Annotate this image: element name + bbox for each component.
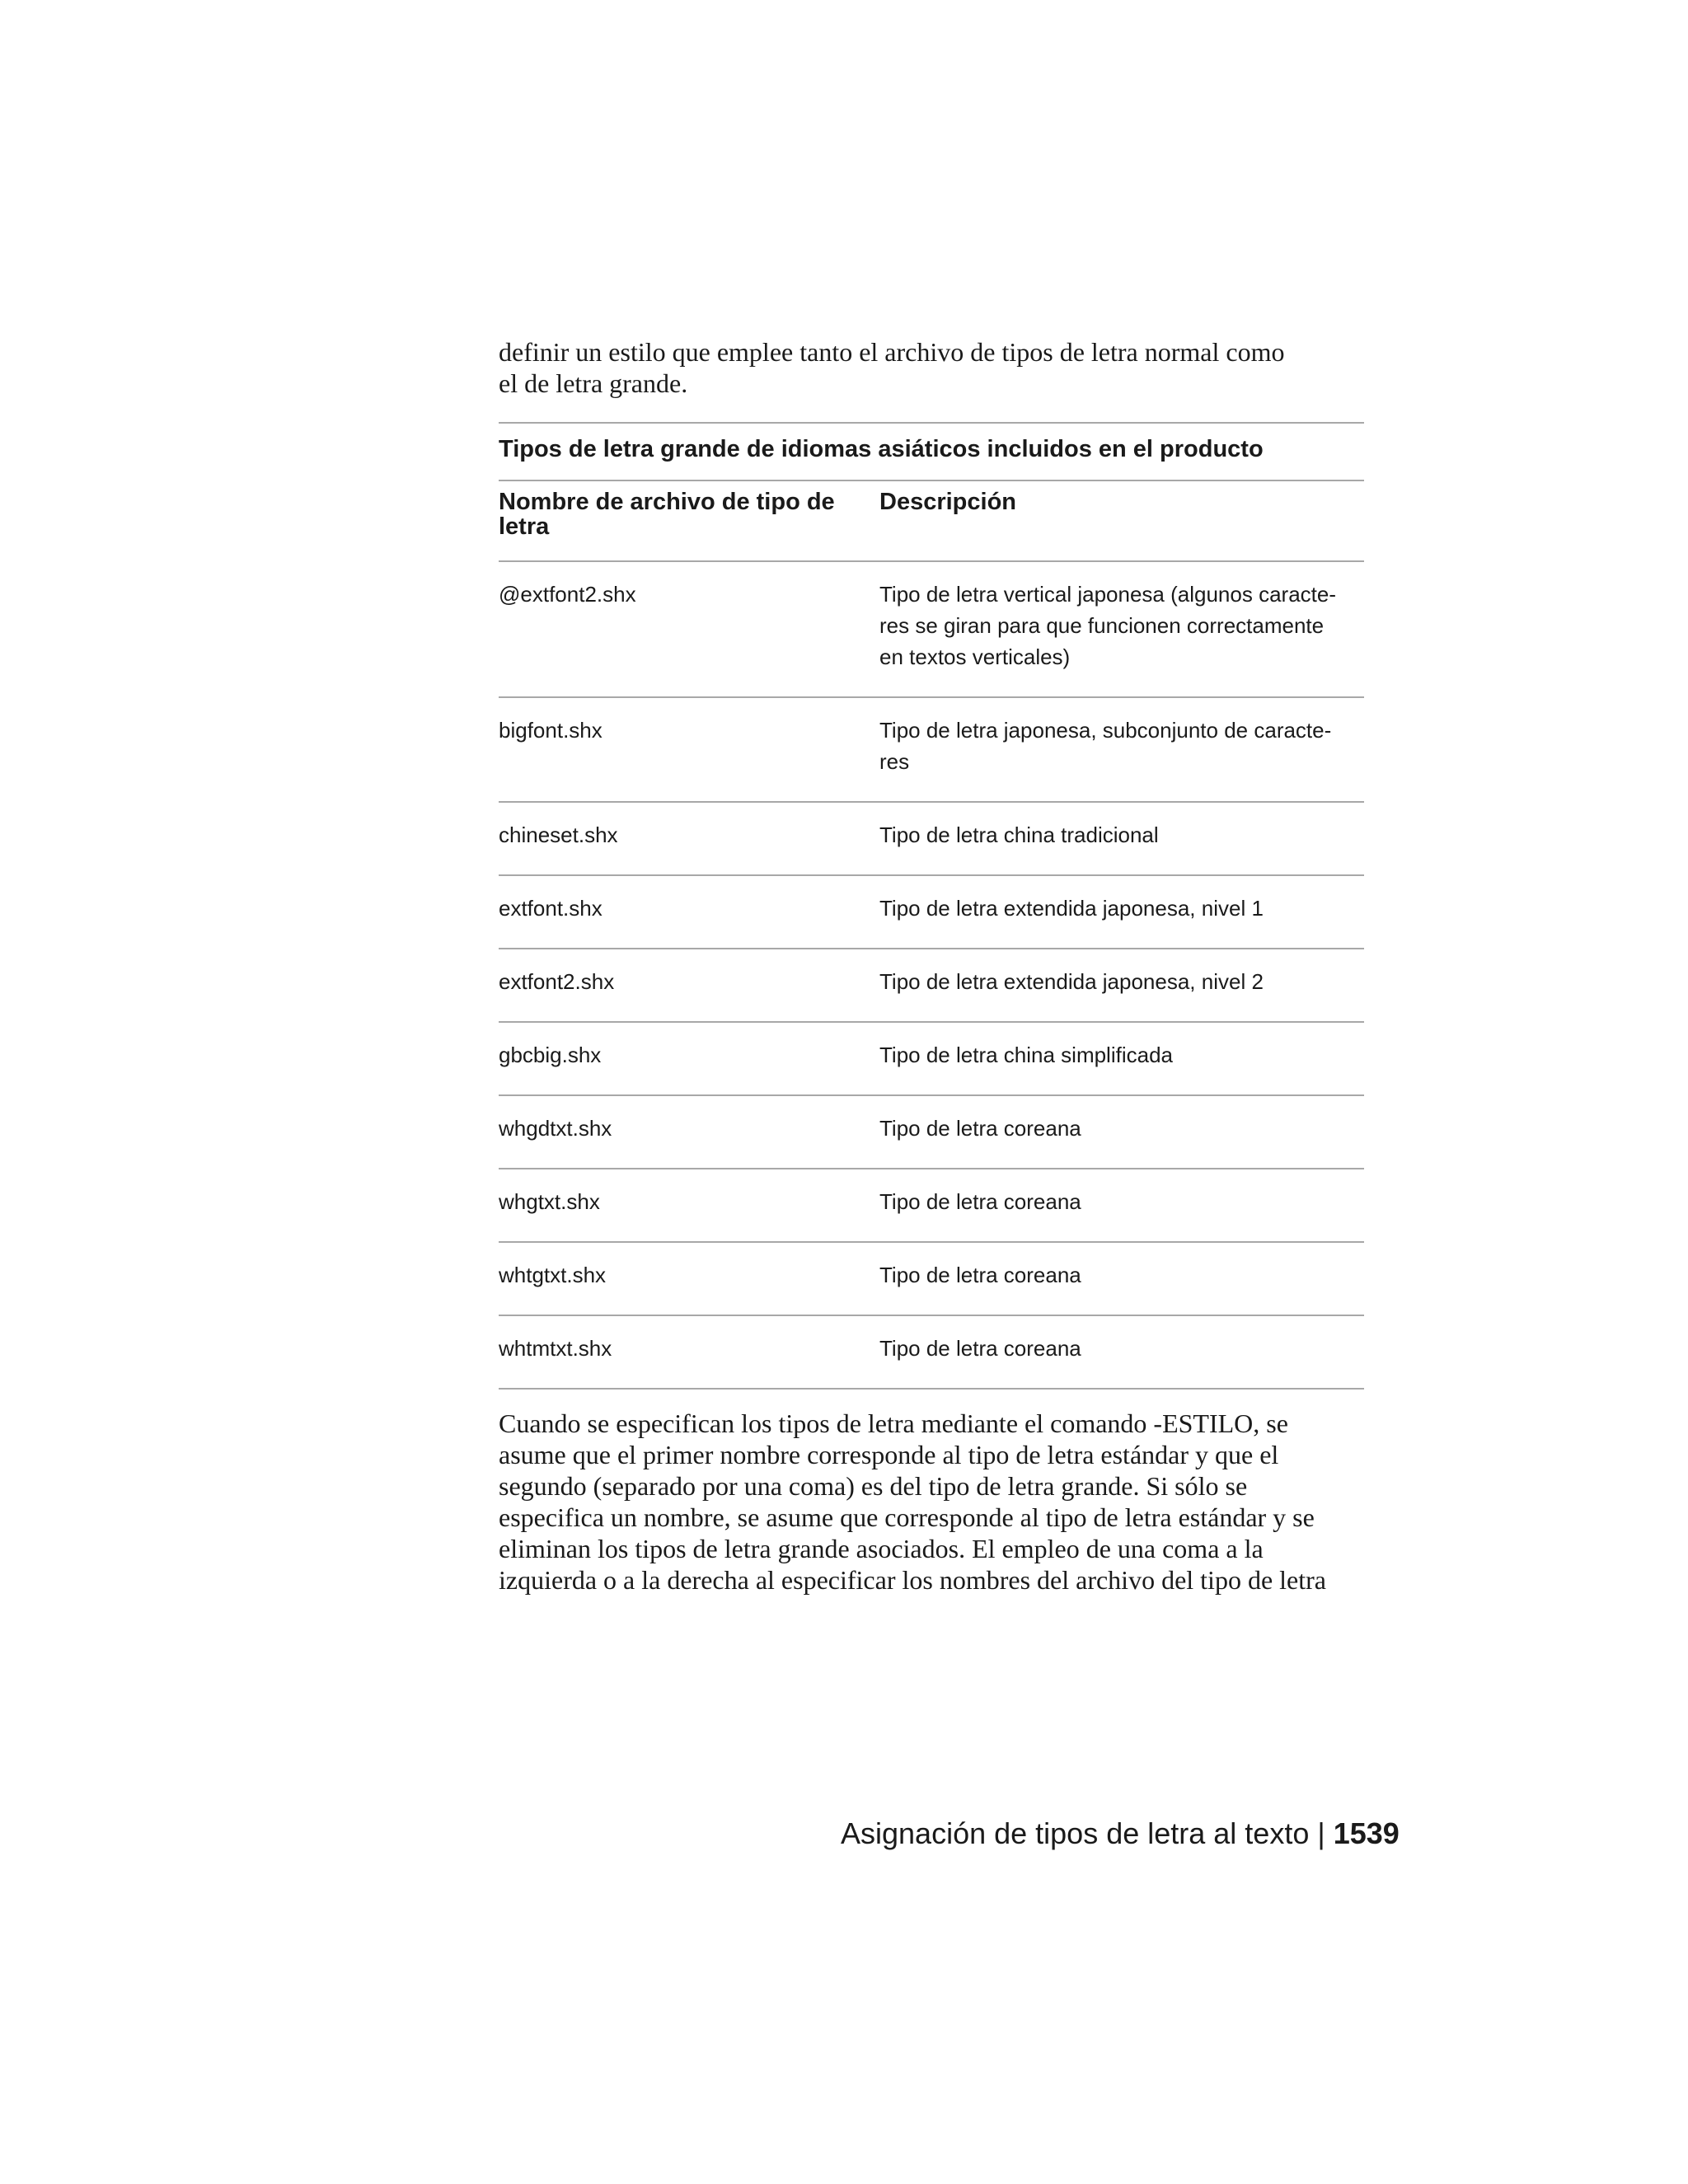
page-number: 1539 bbox=[1333, 1816, 1400, 1850]
description-line: Tipo de letra extendida japonesa, nivel 1 bbox=[879, 896, 1264, 921]
table-row bbox=[499, 803, 1364, 874]
table-row bbox=[499, 1243, 1364, 1315]
cell-description bbox=[879, 579, 1364, 673]
footer-section-title: Asignación de tipos de letra al texto bbox=[841, 1816, 1310, 1850]
cell-font-file: bigfont.shx bbox=[499, 718, 603, 743]
description-line: Tipo de letra coreana bbox=[879, 1189, 1081, 1214]
table-title: Tipos de letra grande de idiomas asiáticos incluidos en el producto bbox=[499, 436, 1264, 462]
cell-description bbox=[879, 715, 1364, 777]
table-row bbox=[499, 1169, 1364, 1241]
table-rule bbox=[499, 1388, 1364, 1390]
description-line: Tipo de letra extendida japonesa, nivel 2 bbox=[879, 969, 1264, 994]
description-line: res bbox=[879, 749, 910, 774]
body-line: especifica un nombre, se asume que corresponde al tipo de letra estándar y se bbox=[499, 1502, 1315, 1532]
table-row bbox=[499, 949, 1364, 1021]
cell-description bbox=[879, 819, 1364, 851]
body-line: segundo (separado por una coma) es del tipo de letra grande. Si sólo se bbox=[499, 1471, 1248, 1501]
description-line: Tipo de letra china simplificada bbox=[879, 1043, 1173, 1067]
body-line: izquierda o a la derecha al especificar los nombres del archivo del tipo de letra bbox=[499, 1565, 1326, 1595]
cell-font-file: whtmtxt.shx bbox=[499, 1336, 612, 1361]
page-content bbox=[499, 336, 1374, 1596]
cell-font-file: @extfont2.shx bbox=[499, 582, 636, 607]
intro-line: el de letra grande. bbox=[499, 368, 688, 398]
cell-description bbox=[879, 1113, 1364, 1144]
description-line: Tipo de letra china tradicional bbox=[879, 823, 1159, 847]
table-header-row bbox=[499, 481, 1364, 560]
body-line: Cuando se especifican los tipos de letra mediante el comando -ESTILO, se bbox=[499, 1408, 1288, 1438]
cell-font-file: extfont2.shx bbox=[499, 969, 615, 994]
cell-description bbox=[879, 1186, 1364, 1217]
description-line: Tipo de letra japonesa, subconjunto de caracte- bbox=[879, 718, 1332, 743]
intro-line: definir un estilo que emplee tanto el archivo de tipos de letra normal como bbox=[499, 337, 1285, 367]
cell-font-file: whtgtxt.shx bbox=[499, 1263, 607, 1287]
table-row bbox=[499, 876, 1364, 948]
cell-font-file: gbcbig.shx bbox=[499, 1043, 602, 1067]
footer-separator: | bbox=[1317, 1816, 1325, 1850]
fonts-table bbox=[499, 422, 1364, 1390]
header-description: Descripción bbox=[879, 489, 1016, 515]
description-line: Tipo de letra coreana bbox=[879, 1116, 1081, 1141]
description-line: Tipo de letra coreana bbox=[879, 1336, 1081, 1361]
cell-description bbox=[879, 966, 1364, 997]
page-footer bbox=[841, 1816, 1400, 1852]
body-paragraph bbox=[499, 1408, 1374, 1596]
cell-description bbox=[879, 1333, 1364, 1364]
description-line: en textos verticales) bbox=[879, 644, 1071, 669]
cell-description bbox=[879, 893, 1364, 924]
cell-font-file: chineset.shx bbox=[499, 823, 618, 847]
intro-paragraph bbox=[499, 336, 1374, 399]
body-line: eliminan los tipos de letra grande asociados. El empleo de una coma a la bbox=[499, 1534, 1264, 1563]
table-row bbox=[499, 1096, 1364, 1168]
cell-description bbox=[879, 1259, 1364, 1291]
cell-font-file: whgtxt.shx bbox=[499, 1189, 600, 1214]
table-row bbox=[499, 1316, 1364, 1388]
table-row bbox=[499, 698, 1364, 801]
table-row bbox=[499, 562, 1364, 696]
description-line: res se giran para que funcionen correctamente bbox=[879, 613, 1325, 638]
description-line: Tipo de letra coreana bbox=[879, 1263, 1081, 1287]
cell-description bbox=[879, 1039, 1364, 1071]
cell-font-file: extfont.shx bbox=[499, 896, 603, 921]
table-row bbox=[499, 1023, 1364, 1094]
cell-font-file: whgdtxt.shx bbox=[499, 1116, 612, 1141]
body-line: asume que el primer nombre corresponde al tipo de letra estándar y que el bbox=[499, 1440, 1279, 1469]
header-name: Nombre de archivo de tipo de letra bbox=[499, 489, 835, 540]
description-line: Tipo de letra vertical japonesa (algunos caracte- bbox=[879, 582, 1336, 607]
